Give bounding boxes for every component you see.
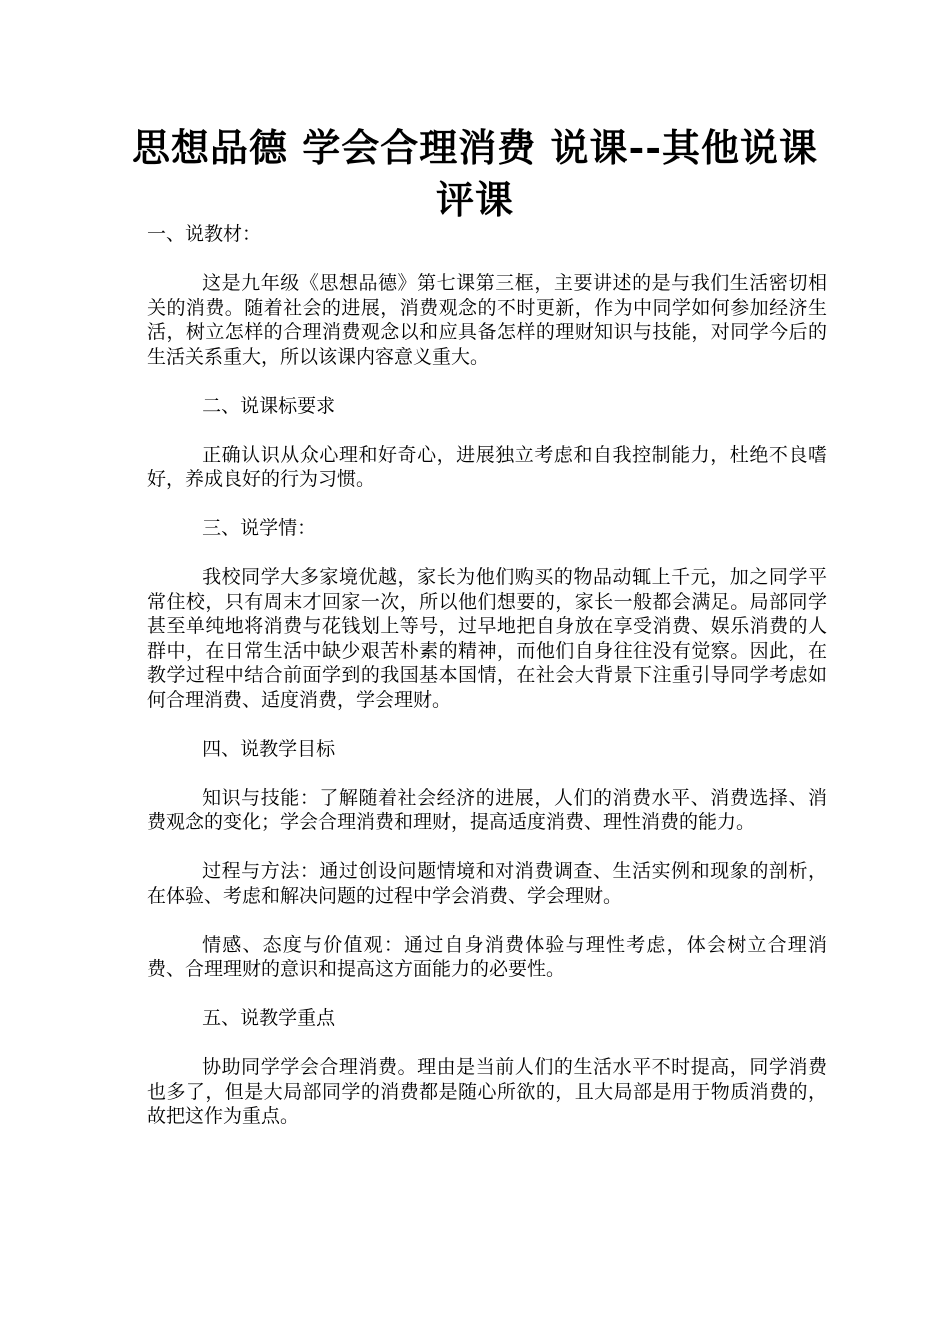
paragraph-emotions-values: 情感、态度与价值观：通过自身消费体验与理性考虑，体会树立合理消费、合理理财的意识和提高这方面能力的必要性。 (147, 933, 827, 980)
paragraph-key-points: 协助同学学会合理消费。理由是当前人们的生活水平不时提高，同学消费也多了，但是大局部同学的消费都是随心所欲的，且大局部是用于物质消费的，故把这作为重点。 (147, 1056, 827, 1127)
section-heading-students: 三、说学情： (202, 517, 317, 539)
section-heading-key-points: 五、说教学重点 (202, 1007, 336, 1029)
section-heading-curriculum: 二、说课标要求 (202, 394, 336, 417)
section-heading-textbook: 一、说教材： (147, 223, 262, 245)
paragraph-students: 我校同学大多家境优越，家长为他们购买的物品动辄上千元，加之同学平常住校，只有周末才回家一次，所以他们想要的，家长一般都会满足。局部同学甚至单纯地将消费与花钱划上等号，过早地把自身放在享受消费、娱乐消费的人群中，在日常生活中缺少艰苦朴素的精神，而他们自身往往没有觉察。因此，在教学过程中结合前面学到的我国基本国情，在社会大背景下注重引导同学考虑如何合理消费、适度消费，学会理财。 (147, 566, 827, 711)
document-title: 思想品德 学会合理消费 说课--其他说课评课 (131, 125, 818, 222)
section-heading-objectives: 四、说教学目标 (202, 737, 336, 760)
paragraph-process-methods: 过程与方法：通过创设问题情境和对消费调查、生活实例和现象的剖析，在体验、考虑和解决问题的过程中学会消费、学会理财。 (147, 860, 827, 907)
paragraph-curriculum: 正确认识从众心理和好奇心，进展独立考虑和自我控制能力，杜绝不良嗜好，养成良好的行为习惯。 (147, 443, 827, 490)
paragraph-textbook: 这是九年级《思想品德》第七课第三框，主要讲述的是与我们生活密切相关的消费。随着社会的进展，消费观念的不时更新，作为中同学如何参加经济生活，树立怎样的合理消费观念以和应具备怎样的理财知识与技能，对同学今后的生活关系重大，所以该课内容意义重大。 (147, 272, 827, 368)
paragraph-knowledge-skills: 知识与技能：了解随着社会经济的进展，人们的消费水平、消费选择、消费观念的变化；学会合理消费和理财，提高适度消费、理性消费的能力。 (147, 786, 827, 833)
document-body (147, 222, 827, 1129)
